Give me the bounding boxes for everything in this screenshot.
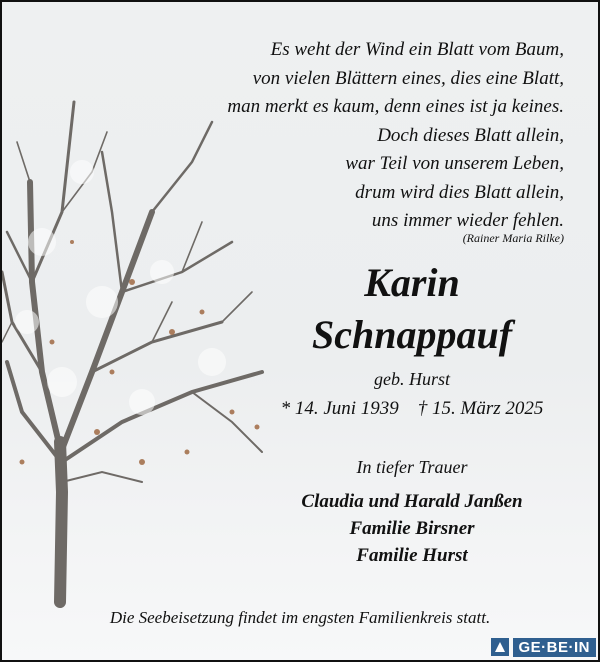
poem-line: uns immer wieder fehlen. xyxy=(371,210,564,231)
logo-text: GE·BE·IN xyxy=(513,638,597,657)
poem-line: Doch dieses Blatt allein, xyxy=(377,124,564,146)
publisher-logo xyxy=(491,636,597,658)
poem xyxy=(84,36,564,236)
deceased-first-name: Karin xyxy=(364,260,460,305)
mourner-name: Familie Hurst xyxy=(356,545,468,566)
poem-line: man merkt es kaum, denn eines ist ja keines. xyxy=(227,96,564,117)
poem-author: (Rainer Maria Rilke) xyxy=(462,231,564,245)
logo-mark-icon xyxy=(491,638,509,656)
birth-date: * 14. Juni 1939 xyxy=(280,398,399,419)
poem-line: Es weht der Wind ein Blatt vom Baum, xyxy=(270,39,564,60)
birth-name: geb. Hurst xyxy=(374,369,450,389)
mourner-name: Claudia und Harald Janßen xyxy=(301,491,523,512)
mourner-list xyxy=(212,488,600,569)
deceased-last-name: Schnappauf xyxy=(311,312,513,357)
mourning-intro: In tiefer Trauer xyxy=(356,457,468,477)
life-dates xyxy=(212,398,600,420)
poem-line: war Teil von unserem Leben, xyxy=(345,153,564,174)
poem-line: von vielen Blättern eines, dies eine Blatt, xyxy=(252,67,564,89)
death-date: † 15. März 2025 xyxy=(417,398,544,419)
poem-line: drum wird dies Blatt allein, xyxy=(355,181,564,203)
mourner-name: Familie Birsner xyxy=(349,518,475,539)
burial-notice: Die Seebeisetzung findet im engsten Familienkreis statt. xyxy=(109,608,491,627)
